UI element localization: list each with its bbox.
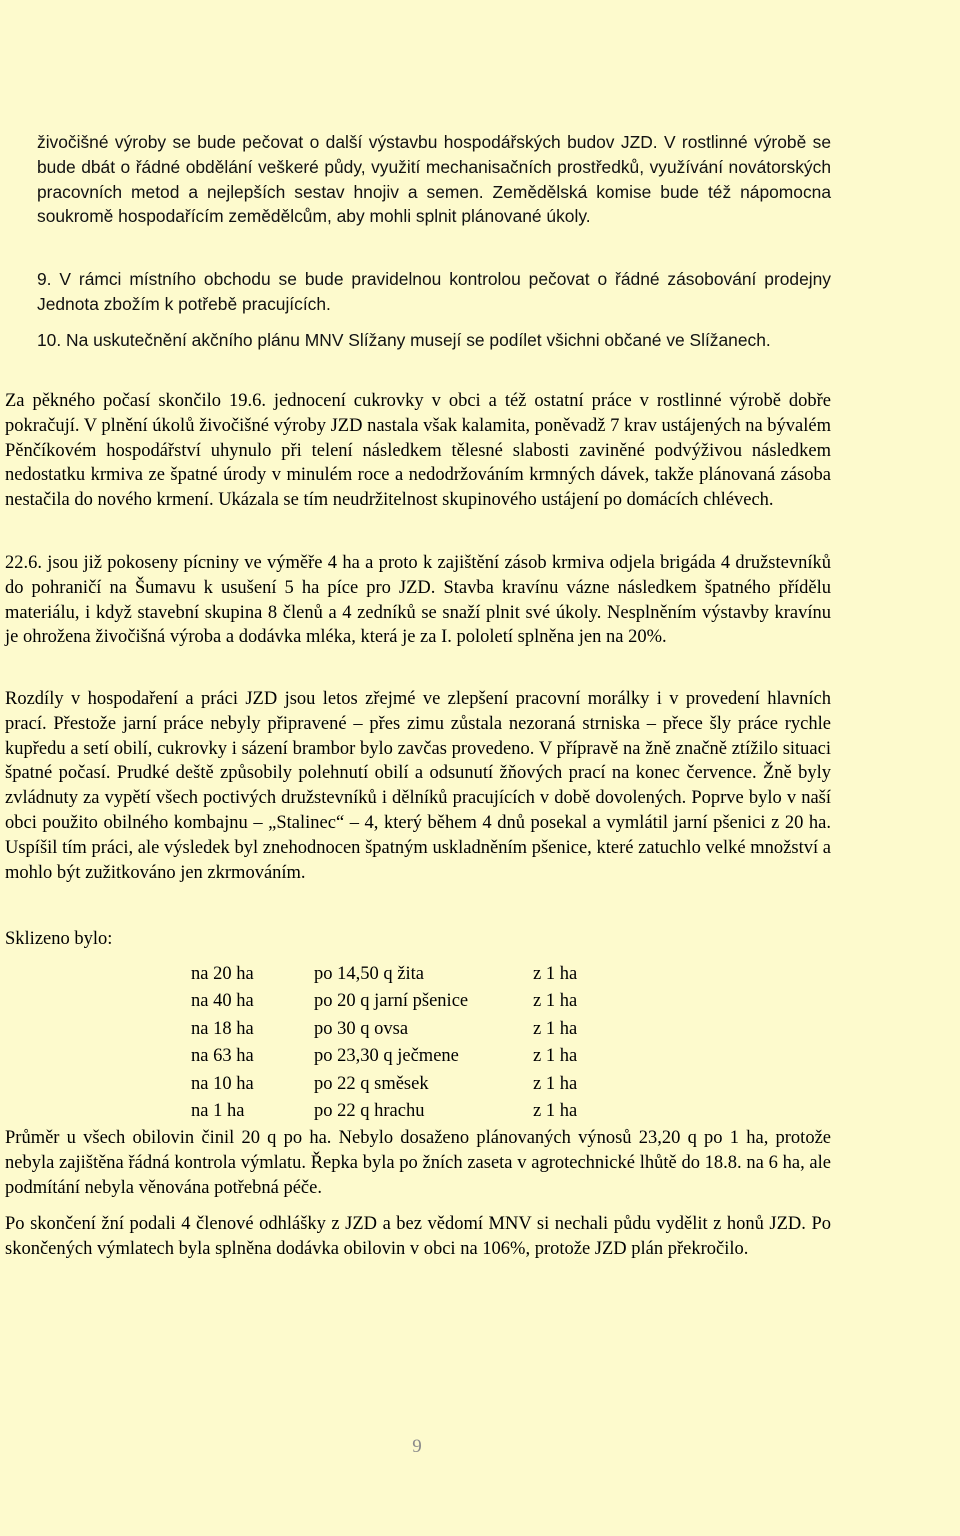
harvest-yield: po 14,50 q žita [314, 964, 424, 984]
harvest-yield: po 20 q jarní pšenice [314, 991, 469, 1012]
page-number: 9 [412, 1436, 422, 1457]
harvest-area: na 40 ha [191, 991, 254, 1012]
harvest-area: na 63 ha [191, 1046, 254, 1067]
harvest-area: na 18 ha [191, 1018, 254, 1039]
paragraph-sklizeno-label: Sklizeno bylo: [5, 929, 113, 949]
paragraph-22-6: 22.6. jsou již pokoseny pícniny ve výměře 4 ha a proto k zajištění zásob krmiva odjela brigáda 4 družstevníků do pohraničí na Šumavu k usušení 5 ha píce pro JZD. Stavba kravínu vázne následkem špatného přídělu materiálu, i když stavební skupina 8 členů a 4 zedníků se snaží plnit své úkoly. Nesplněním výstavby kravínu je ohrožena živočišná výroba a dodávka mléka, která je za I. pololetí splněna jen na 20%. [5, 553, 831, 648]
harvest-per: z 1 ha [533, 1100, 578, 1121]
harvest-yield: po 22 q směsek [314, 1073, 429, 1094]
paragraph-skonceni: Po skončení žní podali 4 členové odhlášky z JZD a bez vědomí MNV si nechali půdu vydělit z honů JZD. Po skončených výmlatech byla splněna dodávka obilovin v obci na 106%, protože JZD plán překročilo. [5, 1214, 831, 1259]
harvest-per: z 1 ha [533, 964, 578, 984]
harvest-per: z 1 ha [533, 991, 578, 1012]
harvest-yield: po 22 q hrachu [314, 1100, 425, 1121]
paragraph-rozdily: Rozdíly v hospodaření a práci JZD jsou letos zřejmé ve zlepšení pracovní morálky i v provedení hlavních prací. Přestože jarní práce nebyly připravené – přes zimu zůstala nezoraná strniska – přece šly práce rychle kupředu a setí obilí, cukrovky i sázení brambor bylo zavčas provedeno. V přípravě na žně značně ztížilo situaci špatné počasí. Prudké deště způsobily polehnutí obilí a odsunutí žňových prací na konec července. Žně byly zvládnuty za vypětí všech poctivých družstevníků i dělníků pracujících v době dovolených. Poprve bylo v naší obci použito obilného kombajnu – „Stalinec“ – 4, který během 4 dnů posekal a vymlátil jarní pšenici z 20 ha. Uspíšil tím práci, ale výsledek byl znehodnocen špatným uskladněním pšenice, které zatuchlo velké množství a mohlo být zužitkováno jen zkrmováním. [5, 689, 831, 883]
paragraph-item-9: 9. V rámci místního obchodu se bude pravidelnou kontrolou pečovat o řádné zásobování prodejny Jednota zbožím k potřebě pracujících. [37, 269, 831, 314]
paragraph-weather: Za pěkného počasí skončilo 19.6. jednocení cukrovky v obci a též ostatní práce v rostlinné výrobě dobře pokračují. V plnění úkolů živočišné výroby JZD nastala však kalamita, poněvadž 7 krav ustájených na bývalém Pěnčíkovém hospodářství uhynulo při telení následkem tělesné slabosti zaviněné podvýživou následkem nedostatku krmiva ze špatné úrody v minulém roce a nedodržováním krmných dávek, takže plánovaná zásoba nestačila do nového krmení. Ukázala se tím neudržitelnost skupinového ustájení po domácích chlévech. [5, 391, 831, 511]
harvest-per: z 1 ha [533, 1046, 578, 1067]
paragraph-item-10: 10. Na uskutečnění akčního plánu MNV Slížany musejí se podílet všichni občané ve Slížanech. [37, 330, 771, 350]
harvest-yield: po 30 q ovsa [314, 1018, 409, 1039]
harvest-per: z 1 ha [533, 1018, 578, 1039]
harvest-area: na 1 ha [191, 1100, 245, 1121]
harvest-per: z 1 ha [533, 1073, 578, 1094]
harvest-area: na 20 ha [191, 964, 254, 984]
harvest-yield: po 23,30 q ječmene [314, 1046, 459, 1067]
paragraph-prumer: Průměr u všech obilovin činil 20 q po ha. Nebylo dosaženo plánovaných výnosů 23,20 q po 1 ha, protože nebyla zajištěna řádná kontrola výmlatu. Řepka byla po žních zaseta v agrotechnické lhůtě do 18.8. na 6 ha, ale podmítání nebyla věnována potřebná péče. [5, 1128, 831, 1198]
harvest-area: na 10 ha [191, 1073, 254, 1094]
paragraph-continuation: živočišné výroby se bude pečovat o další výstavbu hospodářských budov JZD. V rostlinné výrobě se bude dbát o řádné obdělání veškeré půdy, využití mechanisačních prostředků, využívání novátorských pracovních metod a nejlepších sestav hnojiv a semen. Zemědělská komise bude též nápomocna soukromě hospodařícím zemědělcům, aby mohli splnit plánované úkoly. [37, 132, 831, 227]
